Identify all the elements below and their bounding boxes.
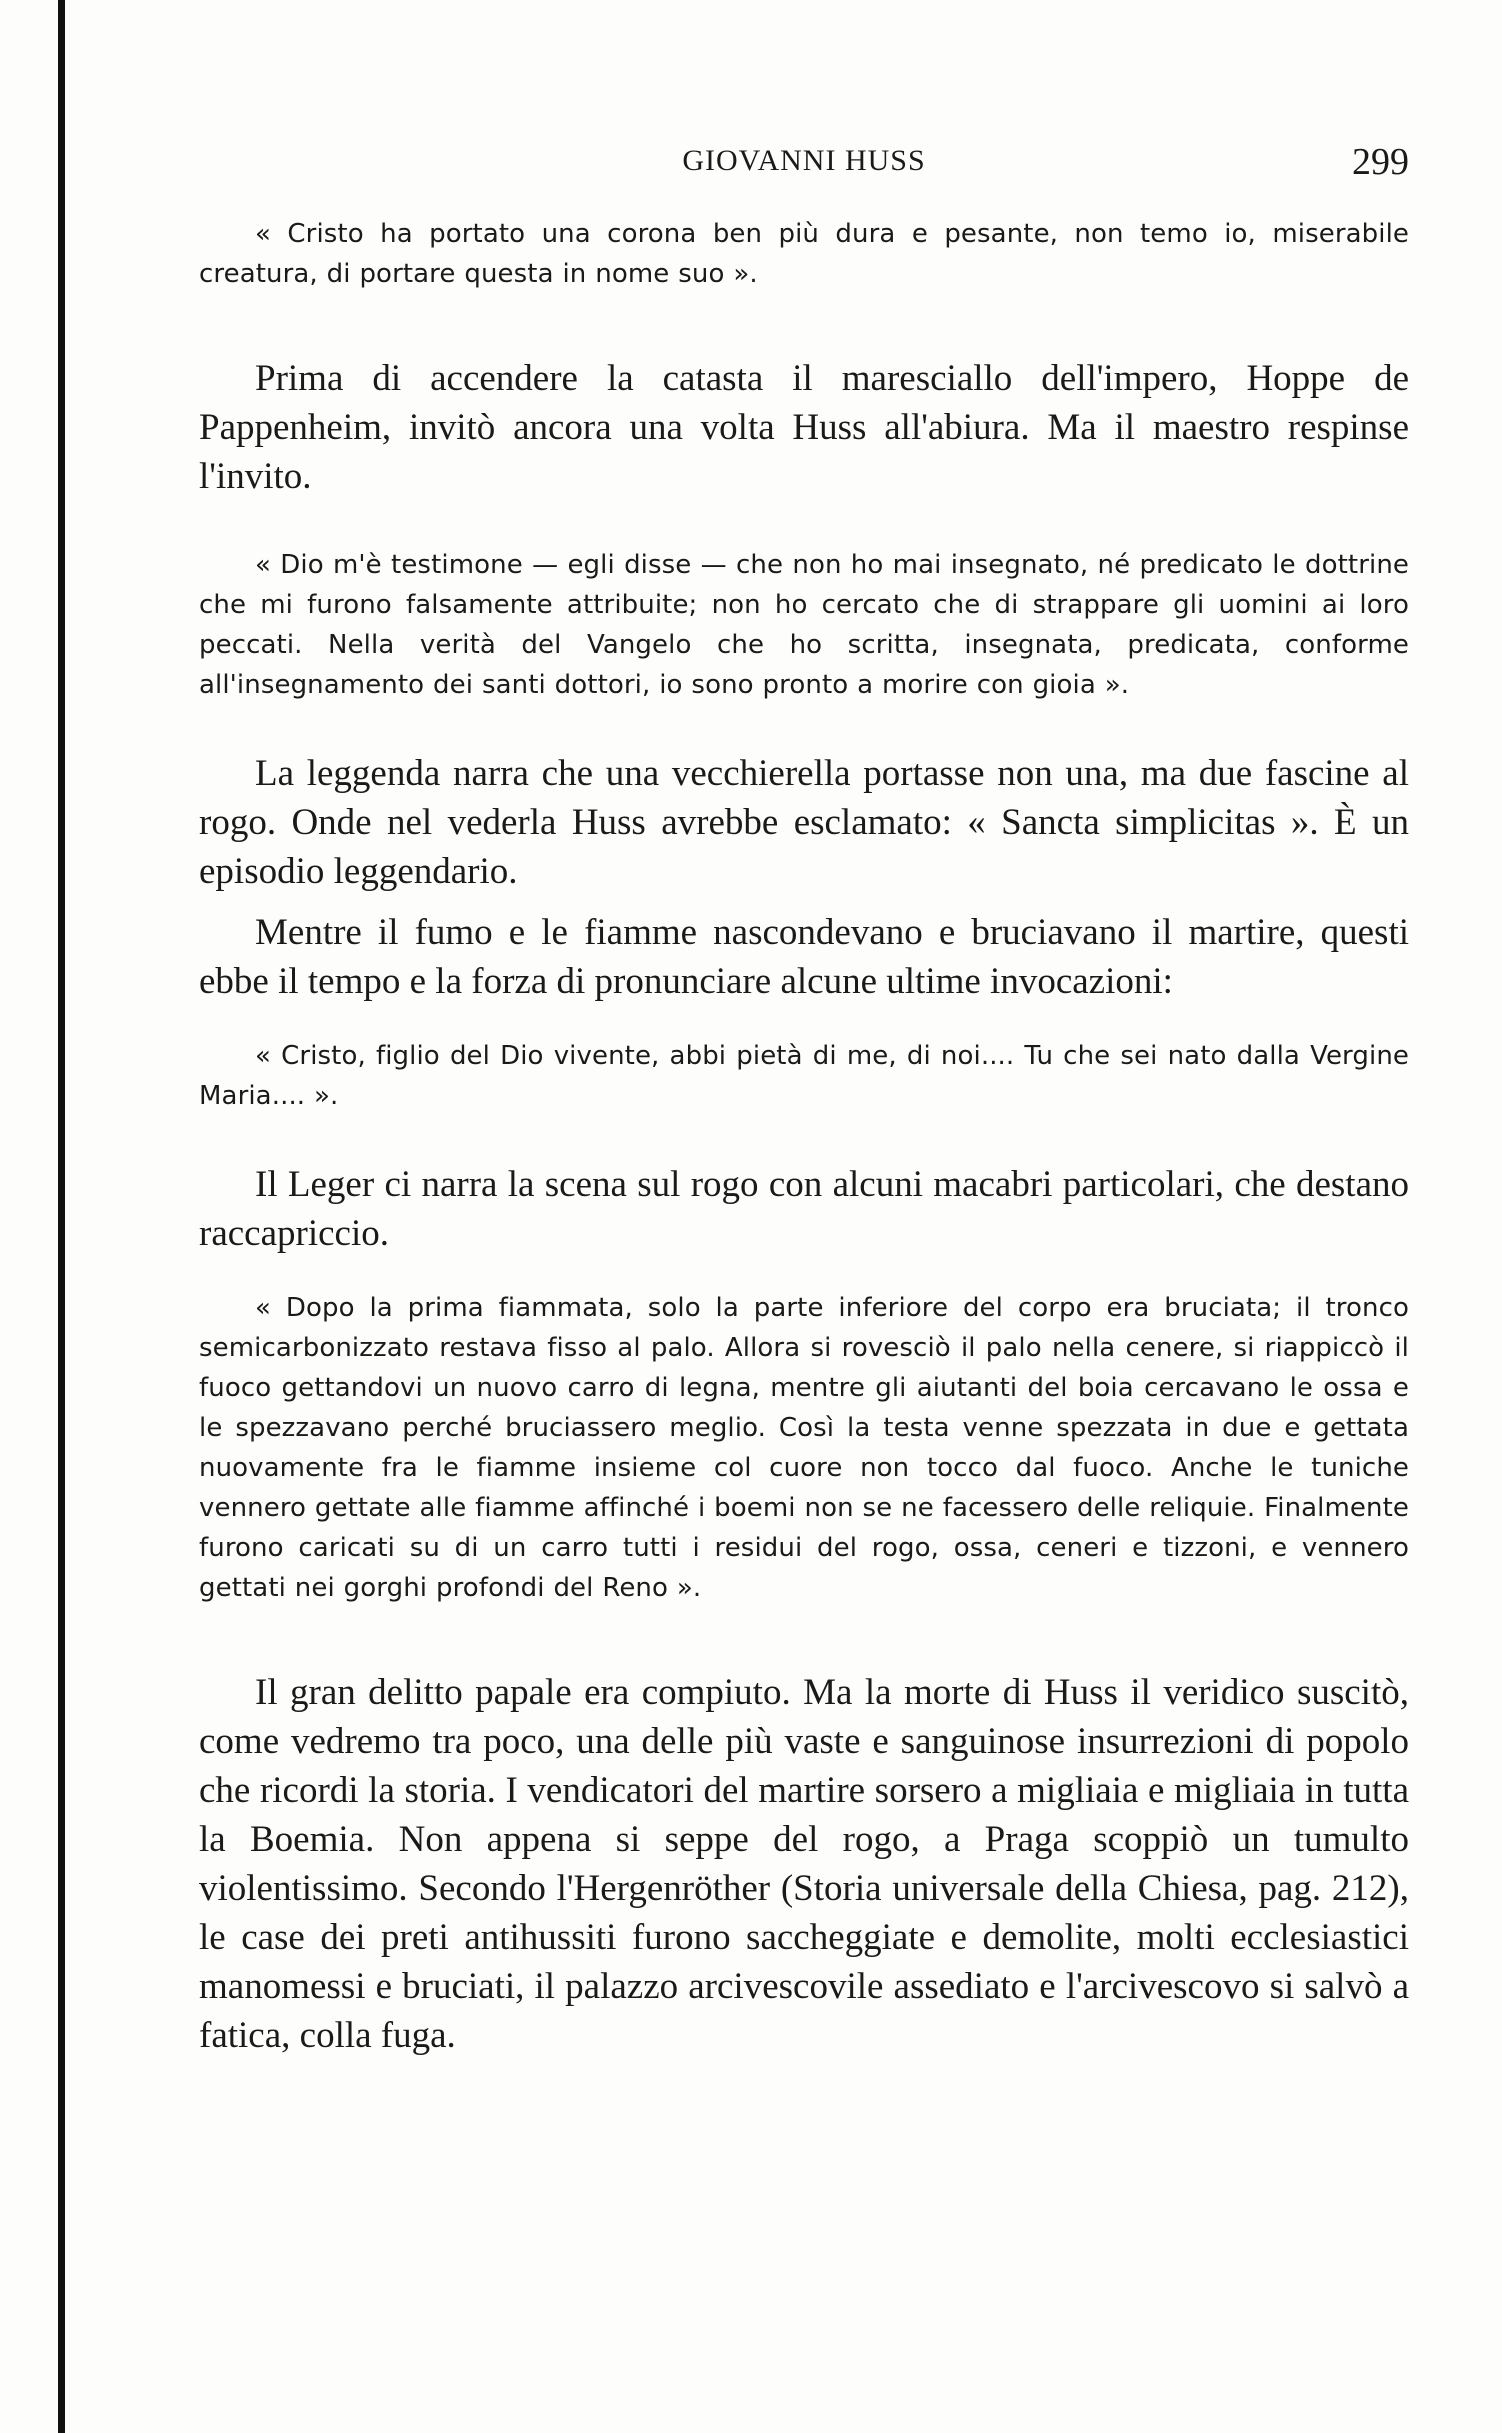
running-head	[199, 140, 1409, 190]
paragraph-fumo-fiamme: Mentre il fumo e le fiamme nascondevano e bruciavano il martire, questi ebbe il tempo e la forza di pronunciare alcune ultime invocazioni:	[199, 912, 1409, 1002]
paragraph-leger: Il Leger ci narra la scena sul rogo con alcuni macabri particolari, che destano raccapriccio.	[199, 1164, 1409, 1254]
paragraph-leggenda: La leggenda narra che una vecchierella portasse non una, ma due fascine al rogo. Onde nel vederla Huss avrebbe esclamato: « Sancta simplicitas ». È un episodio leggendario.	[199, 753, 1409, 892]
running-title: GIOVANNI HUSS	[682, 144, 926, 177]
binding-edge	[58, 0, 65, 2433]
quote-cristo-corona: « Cristo ha portato una corona ben più dura e pesante, non temo io, miserabile creatura, di portare questa in nome suo ».	[199, 219, 1409, 289]
quote-dio-testimone: « Dio m'è testimone — egli disse — che non ho mai insegnato, né predicato le dottrine che mi furono falsamente attribuite; non ho cercato che di strappare gli uomini ai loro peccati. Nella verità del Vangelo che ho scritta, insegnata, predicata, conforme all'insegnamento dei santi dottori, io sono pronto a morire con gioia ».	[199, 550, 1409, 700]
paragraph-gran-delitto: Il gran delitto papale era compiuto. Ma la morte di Huss il veridico suscitò, come vedremo tra poco, una delle più vaste e sanguinose insurrezioni di popolo che ricordi la storia. I vendicatori del martire sorsero a migliaia e migliaia in tutta la Boemia. Non appena si seppe del rogo, a Praga scoppiò un tumulto violentissimo. Secondo l'Hergenröther (Storia universale della Chiesa, pag. 212), le case dei preti antihussiti furono saccheggiate e demolite, molti ecclesiastici manomessi e bruciati, il palazzo arcivescovile assediato e l'arcivescovo si salvò a fatica, colla fuga.	[199, 1672, 1409, 2056]
page-number: 299	[1352, 141, 1409, 183]
quote-dopo-fiammata: « Dopo la prima fiammata, solo la parte inferiore del corpo era bruciata; il tronco semicarbonizzato restava fisso al palo. Allora si rovesciò il palo nella cenere, si riappiccò il fuoco gettandovi un nuovo carro di legna, mentre gli aiutanti del boia cercavano le ossa e le spezzavano perché bruciassero meglio. Così la testa venne spezzata in due e gettata nuovamente fra le fiamme insieme col cuore non tocco dal fuoco. Anche le tuniche vennero gettate alle fiamme affinché i boemi non se ne facessero delle reliquie. Finalmente furono caricati su di un carro tutti i residui del rogo, ossa, ceneri e tizzoni, e vennero gettati nei gorghi profondi del Reno ».	[199, 1293, 1409, 1603]
page-content	[199, 140, 1409, 2060]
quote-cristo-figlio: « Cristo, figlio del Dio vivente, abbi pietà di me, di noi.... Tu che sei nato dalla Vergine Maria.... ».	[199, 1041, 1409, 1111]
paragraph-pappenheim: Prima di accendere la catasta il maresciallo dell'impero, Hoppe de Pappenheim, invitò ancora una volta Huss all'abiura. Ma il maestro respinse l'invito.	[199, 358, 1409, 497]
